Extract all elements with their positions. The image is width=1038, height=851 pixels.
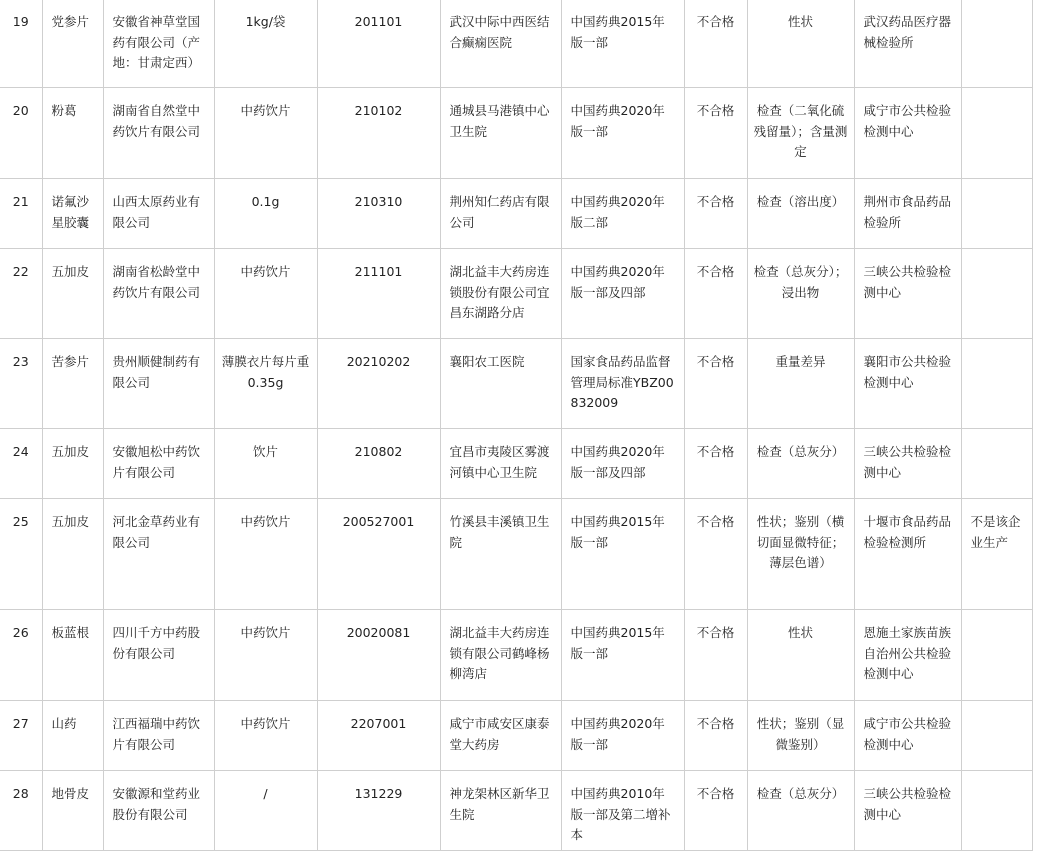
row-number-cell: 21 xyxy=(0,179,42,249)
specification-cell: / xyxy=(214,771,317,851)
batch-number-cell: 210310 xyxy=(317,179,440,249)
drug-name-cell: 诺氟沙星胶囊 xyxy=(42,179,103,249)
specification-cell: 饮片 xyxy=(214,429,317,499)
drug-name-cell: 五加皮 xyxy=(42,249,103,339)
specification-cell: 中药饮片 xyxy=(214,249,317,339)
remark-cell xyxy=(961,179,1032,249)
result-cell: 不合格 xyxy=(684,429,747,499)
drug-name-cell: 党参片 xyxy=(42,0,103,88)
testing-agency-cell: 咸宁市公共检验检测中心 xyxy=(854,701,961,771)
manufacturer-cell: 贵州顺健制药有限公司 xyxy=(103,339,214,429)
result-cell: 不合格 xyxy=(684,88,747,179)
failed-item-cell: 检查（溶出度） xyxy=(747,179,854,249)
row-number-cell: 28 xyxy=(0,771,42,851)
row-number-cell: 22 xyxy=(0,249,42,339)
testing-agency-cell: 十堰市食品药品检验检测所 xyxy=(854,499,961,610)
failed-item-cell: 重量差异 xyxy=(747,339,854,429)
drug-name-cell: 山药 xyxy=(42,701,103,771)
standard-cell: 中国药典2020年版一部及四部 xyxy=(561,249,684,339)
drug-name-cell: 五加皮 xyxy=(42,429,103,499)
standard-cell: 中国药典2020年版一部 xyxy=(561,88,684,179)
testing-agency-cell: 荆州市食品药品检验所 xyxy=(854,179,961,249)
drug-name-cell: 粉葛 xyxy=(42,88,103,179)
result-cell: 不合格 xyxy=(684,179,747,249)
row-number-cell: 25 xyxy=(0,499,42,610)
batch-number-cell: 20210202 xyxy=(317,339,440,429)
batch-number-cell: 201101 xyxy=(317,0,440,88)
result-cell: 不合格 xyxy=(684,249,747,339)
testing-agency-cell: 三峡公共检验检测中心 xyxy=(854,771,961,851)
failed-item-cell: 检查（总灰分） xyxy=(747,771,854,851)
table-row xyxy=(0,701,1032,771)
drug-name-cell: 地骨皮 xyxy=(42,771,103,851)
row-number-cell: 24 xyxy=(0,429,42,499)
row-number-cell: 26 xyxy=(0,610,42,701)
sampled-unit-cell: 咸宁市咸安区康泰堂大药房 xyxy=(440,701,561,771)
standard-cell: 中国药典2015年版一部 xyxy=(561,499,684,610)
sampled-unit-cell: 湖北益丰大药房连锁有限公司鹤峰杨柳湾店 xyxy=(440,610,561,701)
drug-name-cell: 板蓝根 xyxy=(42,610,103,701)
failed-item-cell: 性状 xyxy=(747,0,854,88)
manufacturer-cell: 安徽源和堂药业股份有限公司 xyxy=(103,771,214,851)
remark-cell xyxy=(961,339,1032,429)
row-number-cell: 27 xyxy=(0,701,42,771)
table-row xyxy=(0,0,1032,88)
testing-agency-cell: 三峡公共检验检测中心 xyxy=(854,429,961,499)
failed-item-cell: 检查（总灰分）；浸出物 xyxy=(747,249,854,339)
testing-agency-cell: 咸宁市公共检验检测中心 xyxy=(854,88,961,179)
testing-agency-cell: 襄阳市公共检验检测中心 xyxy=(854,339,961,429)
table-row xyxy=(0,249,1032,339)
remark-cell xyxy=(961,88,1032,179)
batch-number-cell: 131229 xyxy=(317,771,440,851)
sampled-unit-cell: 襄阳农工医院 xyxy=(440,339,561,429)
failed-item-cell: 检查（总灰分） xyxy=(747,429,854,499)
remark-cell xyxy=(961,429,1032,499)
row-number-cell: 23 xyxy=(0,339,42,429)
manufacturer-cell: 河北金草药业有限公司 xyxy=(103,499,214,610)
result-cell: 不合格 xyxy=(684,339,747,429)
sampled-unit-cell: 荆州知仁药店有限公司 xyxy=(440,179,561,249)
table-row xyxy=(0,499,1032,610)
result-cell: 不合格 xyxy=(684,701,747,771)
specification-cell: 中药饮片 xyxy=(214,88,317,179)
batch-number-cell: 210102 xyxy=(317,88,440,179)
result-cell: 不合格 xyxy=(684,771,747,851)
specification-cell: 0.1g xyxy=(214,179,317,249)
remark-cell: 不是该企业生产 xyxy=(961,499,1032,610)
specification-cell: 中药饮片 xyxy=(214,499,317,610)
standard-cell: 中国药典2015年版一部 xyxy=(561,0,684,88)
remark-cell xyxy=(961,610,1032,701)
table-row xyxy=(0,610,1032,701)
standard-cell: 中国药典2010年版一部及第二增补本 xyxy=(561,771,684,851)
manufacturer-cell: 山西太原药业有限公司 xyxy=(103,179,214,249)
standard-cell: 中国药典2020年版一部及四部 xyxy=(561,429,684,499)
remark-cell xyxy=(961,701,1032,771)
sampled-unit-cell: 武汉中际中西医结合癫痫医院 xyxy=(440,0,561,88)
sampled-unit-cell: 神龙架林区新华卫生院 xyxy=(440,771,561,851)
standard-cell: 中国药典2020年版二部 xyxy=(561,179,684,249)
remark-cell xyxy=(961,249,1032,339)
specification-cell: 1kg/袋 xyxy=(214,0,317,88)
result-cell: 不合格 xyxy=(684,499,747,610)
batch-number-cell: 20020081 xyxy=(317,610,440,701)
manufacturer-cell: 四川千方中药股份有限公司 xyxy=(103,610,214,701)
sampled-unit-cell: 通城县马港镇中心卫生院 xyxy=(440,88,561,179)
table-row xyxy=(0,771,1032,851)
row-number-cell: 19 xyxy=(0,0,42,88)
batch-number-cell: 211101 xyxy=(317,249,440,339)
table-row xyxy=(0,429,1032,499)
row-number-cell: 20 xyxy=(0,88,42,179)
drug-name-cell: 苦参片 xyxy=(42,339,103,429)
batch-number-cell: 200527001 xyxy=(317,499,440,610)
manufacturer-cell: 安徽旭松中药饮片有限公司 xyxy=(103,429,214,499)
standard-cell: 中国药典2015年版一部 xyxy=(561,610,684,701)
manufacturer-cell: 江西福瑞中药饮片有限公司 xyxy=(103,701,214,771)
table-row xyxy=(0,88,1032,179)
table-row xyxy=(0,339,1032,429)
failed-item-cell: 检查（二氧化硫残留量）；含量测定 xyxy=(747,88,854,179)
sampled-unit-cell: 宜昌市夷陵区雾渡河镇中心卫生院 xyxy=(440,429,561,499)
testing-agency-cell: 三峡公共检验检测中心 xyxy=(854,249,961,339)
result-cell: 不合格 xyxy=(684,610,747,701)
specification-cell: 薄膜衣片每片重0.35g xyxy=(214,339,317,429)
batch-number-cell: 210802 xyxy=(317,429,440,499)
failed-item-cell: 性状 xyxy=(747,610,854,701)
sampled-unit-cell: 竹溪县丰溪镇卫生院 xyxy=(440,499,561,610)
result-cell: 不合格 xyxy=(684,0,747,88)
standard-cell: 国家食品药品监督管理局标准YBZ00832009 xyxy=(561,339,684,429)
drug-name-cell: 五加皮 xyxy=(42,499,103,610)
testing-agency-cell: 恩施土家族苗族自治州公共检验检测中心 xyxy=(854,610,961,701)
table-row xyxy=(0,179,1032,249)
remark-cell xyxy=(961,771,1032,851)
batch-number-cell: 2207001 xyxy=(317,701,440,771)
manufacturer-cell: 湖南省松龄堂中药饮片有限公司 xyxy=(103,249,214,339)
standard-cell: 中国药典2020年版一部 xyxy=(561,701,684,771)
manufacturer-cell: 湖南省自然堂中药饮片有限公司 xyxy=(103,88,214,179)
sampled-unit-cell: 湖北益丰大药房连锁股份有限公司宜昌东湖路分店 xyxy=(440,249,561,339)
testing-agency-cell: 武汉药品医疗器械检验所 xyxy=(854,0,961,88)
failed-item-cell: 性状；鉴别（显微鉴别） xyxy=(747,701,854,771)
remark-cell xyxy=(961,0,1032,88)
failed-item-cell: 性状；鉴别（横切面显微特征；薄层色谱） xyxy=(747,499,854,610)
manufacturer-cell: 安徽省神草堂国药有限公司（产地：甘肃定西） xyxy=(103,0,214,88)
specification-cell: 中药饮片 xyxy=(214,701,317,771)
specification-cell: 中药饮片 xyxy=(214,610,317,701)
